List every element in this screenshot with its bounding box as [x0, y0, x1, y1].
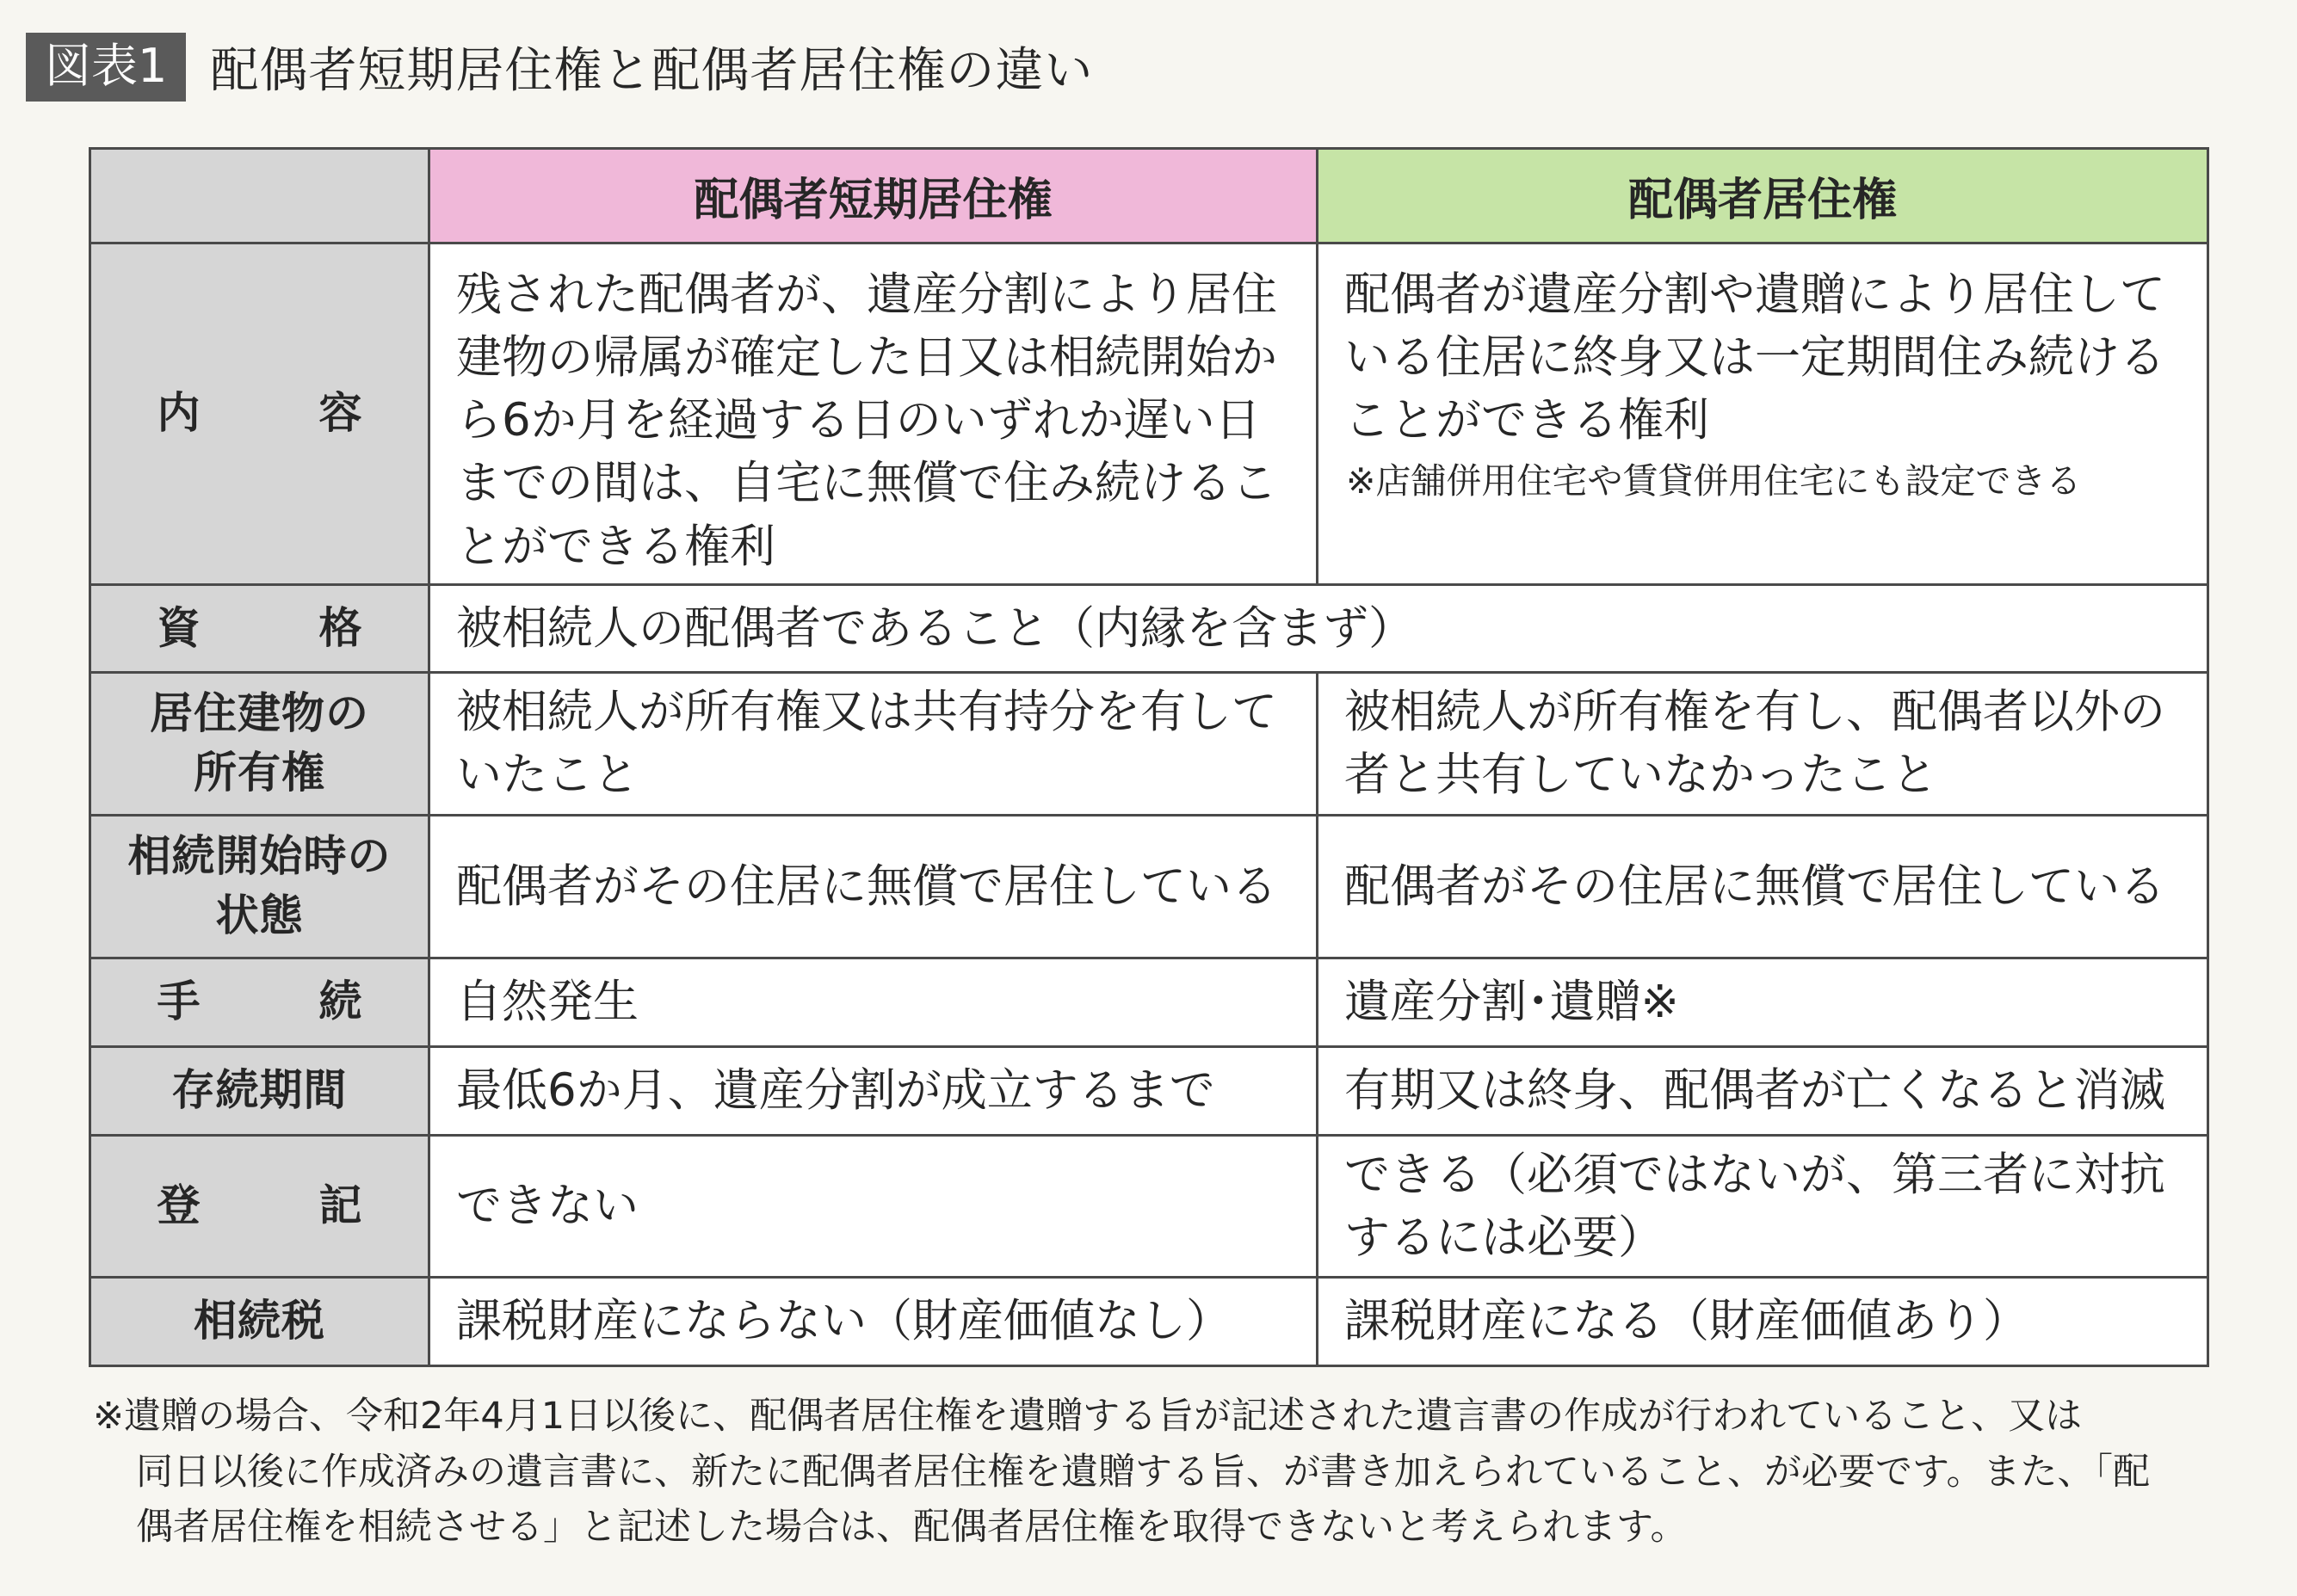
- table-header-row: [90, 149, 2208, 243]
- footnote-line-2: 同日以後に作成済みの遺言書に、新たに配偶者居住権を遺贈する旨、が書き加えられていること、が必要です。また、「配: [136, 1450, 2151, 1494]
- cell-eligibility-merged: 被相続人の配偶者であること（内縁を含まず）: [429, 584, 2208, 672]
- cell-content-full: [1318, 243, 2208, 585]
- comparison-table: [89, 147, 2209, 1367]
- table-row-registration: [90, 1135, 2208, 1277]
- cell-registration-short: できない: [429, 1135, 1318, 1277]
- cell-ownership-full: 被相続人が所有権を有し、配偶者以外の者と共有していなかったこと: [1318, 672, 2208, 815]
- table-row-duration: [90, 1046, 2208, 1135]
- table-row-status-at-inheritance: [90, 815, 2208, 958]
- row-header-registration: 登 記: [90, 1135, 429, 1277]
- row-header-eligibility: 資 格: [90, 584, 429, 672]
- page-title: 配偶者短期居住権と配偶者居住権の違い: [210, 43, 1094, 99]
- cell-content-short: 残された配偶者が、遺産分割により居住建物の帰属が確定した日又は相続開始から6か月を経過する日のいずれか遅い日までの間は、自宅に無償で住み続けることができる権利: [429, 243, 1318, 585]
- row-header-ownership: [90, 672, 429, 815]
- corner-cell: [90, 149, 429, 243]
- cell-tax-short: 課税財産にならない（財産価値なし）: [429, 1277, 1318, 1365]
- figure-heading: [26, 33, 1093, 102]
- footnote-line-3: 偶者居住権を相続させる」と記述した場合は、配偶者居住権を取得できないと考えられます。: [136, 1506, 1688, 1549]
- cell-duration-full: 有期又は終身、配偶者が亡くなると消滅: [1318, 1046, 2208, 1135]
- cell-procedure-short: 自然発生: [429, 958, 1318, 1046]
- table-row-eligibility: [90, 584, 2208, 672]
- row-header-ownership-line1: 居住建物の: [150, 688, 369, 739]
- row-header-status-line2: 状態: [215, 890, 304, 941]
- table-row-inheritance-tax: [90, 1277, 2208, 1365]
- table-row-ownership: [90, 672, 2208, 815]
- cell-duration-short: 最低6か月、遺産分割が成立するまで: [429, 1046, 1318, 1135]
- row-header-status: [90, 815, 429, 958]
- row-header-duration: 存続期間: [90, 1046, 429, 1135]
- column-header-residence-right: 配偶者居住権: [1318, 149, 2208, 243]
- cell-tax-full: 課税財産になる（財産価値あり）: [1318, 1277, 2208, 1365]
- cell-status-short: 配偶者がその住居に無償で居住している: [429, 815, 1318, 958]
- cell-registration-full: できる（必須ではないが、第三者に対抗するには必要）: [1318, 1135, 2208, 1277]
- cell-content-full-text: 配偶者が遺産分割や遺贈により居住している住居に終身又は一定期間住み続けることができる権利: [1344, 268, 2165, 447]
- footnote: [93, 1389, 2210, 1556]
- cell-procedure-full: 遺産分割･遺贈※: [1318, 958, 2208, 1046]
- row-header-procedure: 手 続: [90, 958, 429, 1046]
- row-header-ownership-line2: 所有権: [194, 748, 325, 798]
- cell-ownership-short: 被相続人が所有権又は共有持分を有していたこと: [429, 672, 1318, 815]
- row-header-inheritance-tax: 相続税: [90, 1277, 429, 1365]
- cell-content-full-note: ※店舗併用住宅や賃貸併用住宅にも設定できる: [1346, 460, 2082, 502]
- column-header-short-term-right: 配偶者短期居住権: [429, 149, 1318, 243]
- row-header-content: 内 容: [90, 243, 429, 585]
- table-row-content: [90, 243, 2208, 585]
- cell-status-full: 配偶者がその住居に無償で居住している: [1318, 815, 2208, 958]
- row-header-status-line1: 相続開始時の: [127, 831, 392, 882]
- table-row-procedure: [90, 958, 2208, 1046]
- footnote-line-1: ※遺贈の場合、令和2年4月1日以後に、配偶者居住権を遺贈する旨が記述された遺言書の作成が行われていること、又は: [93, 1395, 2083, 1438]
- figure-label: 図表1: [26, 33, 186, 102]
